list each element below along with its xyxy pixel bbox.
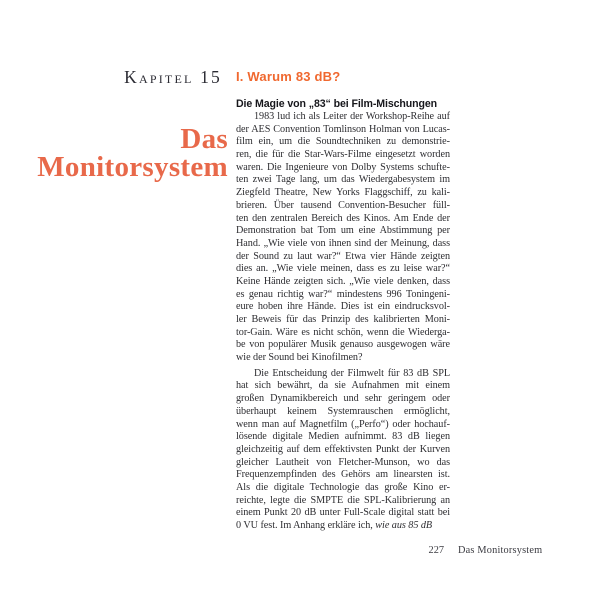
page-footer [404, 545, 594, 556]
body-column [236, 98, 450, 533]
text-line: brieren. Über tausend Convention-Besucher füll- [236, 199, 450, 211]
text-line: einem Punkt 20 dB unter Full-Scale digital statt bei [236, 507, 450, 519]
page-number: 227 [428, 545, 444, 556]
chapter-title-line-1: Das [180, 123, 228, 155]
text-line: großen Dynamikbereich und sehr geringem oder [236, 393, 450, 405]
chapter-label: Kapitel 15 [124, 67, 222, 87]
text-line: Hand. „Wie viele von ihnen sind der Meinung, dass [236, 237, 450, 249]
italic-text-run: wie aus 85 dB [375, 520, 433, 531]
text-line: lösende digitale Medien aufnimmt. 83 dB liegen [236, 431, 450, 443]
text-line: gleicher Lautheit von Fletcher-Munson, wo das [236, 456, 450, 468]
text-line: Frequenzempfinden des Gehörs am linearsten ist. [236, 469, 450, 481]
text-line: tor-Gain. Wäre es nicht schön, wenn die Wiederga- [236, 326, 450, 338]
section-heading: I. Warum 83 dB? [236, 69, 341, 84]
paragraph [236, 368, 450, 533]
text-line: überhaupt keinem Systemrauschen ermöglicht, [236, 405, 450, 417]
text-line: ler Beweis für das Prinzip des kalibrierten Moni- [236, 314, 450, 325]
text-line: Die Entscheidung der Filmwelt für 83 dB SPL [254, 367, 450, 379]
text-line: gleichzeitig auf dem effektivsten Punkt der Kurven [236, 443, 450, 455]
text-line: ren, die für die Star-Wars-Filme eingesetzt worden [236, 149, 450, 161]
text-line: der Sound zu laut war?“ Etwa vier Hände zeigten [236, 250, 450, 262]
text-line: wie der Sound bei Kinofilmen? [236, 352, 363, 364]
text-line: eure hoben ihre Hände. Dies ist ein eindrucksvol- [236, 301, 450, 313]
body-paragraphs [236, 111, 450, 533]
text-line: 1983 lud ich als Leiter der Workshop-Reihe auf [254, 111, 450, 122]
text-line: der AES Convention Tomlinson Holman von Lucas- [236, 123, 450, 135]
text-line: ten den zentralen Bereich des Kinos. Am Ende der [236, 212, 450, 224]
text-line: Ziegfeld Theatre, New Yorks Flaggschiff, zu kali- [236, 187, 450, 199]
text-line: ten zwei Tage lang, um das Wiedergabesystem im [236, 174, 450, 186]
text-line: es genau richtig war?“ mindestens 996 Toningeni- [236, 288, 450, 300]
paragraph-heading: Die Magie von „83“ bei Film-Mischungen [236, 98, 438, 110]
text-line: reichte, legte die SMPTE die SPL-Kalibrierung an [236, 494, 450, 506]
text-line [236, 520, 450, 533]
text-line: waren. Die Ingenieure von Dolby Systems schufte- [236, 161, 450, 173]
chapter-title [0, 125, 228, 181]
text-line: hat sich bewährt, da sie Aufnahmen mit einem [236, 380, 450, 392]
text-run: 0 VU fest. Im Anhang erkläre ich, [236, 520, 376, 531]
text-line: Demonstration bat Tom um eine Abstimmung per [236, 225, 450, 237]
text-line: film ein, um die Soundtechniken zu demonstrie- [236, 136, 450, 148]
paragraph [236, 111, 450, 365]
footer-chapter-title: Das Monitorsystem [458, 545, 543, 556]
text-line: wenn man auf Magnetfilm („Perfo“) oder hochauf- [236, 418, 450, 430]
text-line: dies an. „Wie viele meinen, dass es zu leise war?“ [236, 263, 450, 275]
text-line: Keine Hände zeigten sich. „Wie viele denken, dass [236, 275, 450, 287]
text-line: be von populärer Musik genauso ausgewogen wäre [236, 339, 450, 351]
text-line: Als die digitale Technologie das große Kino er- [236, 481, 450, 493]
chapter-title-line-2: Monitorsystem [37, 151, 228, 183]
